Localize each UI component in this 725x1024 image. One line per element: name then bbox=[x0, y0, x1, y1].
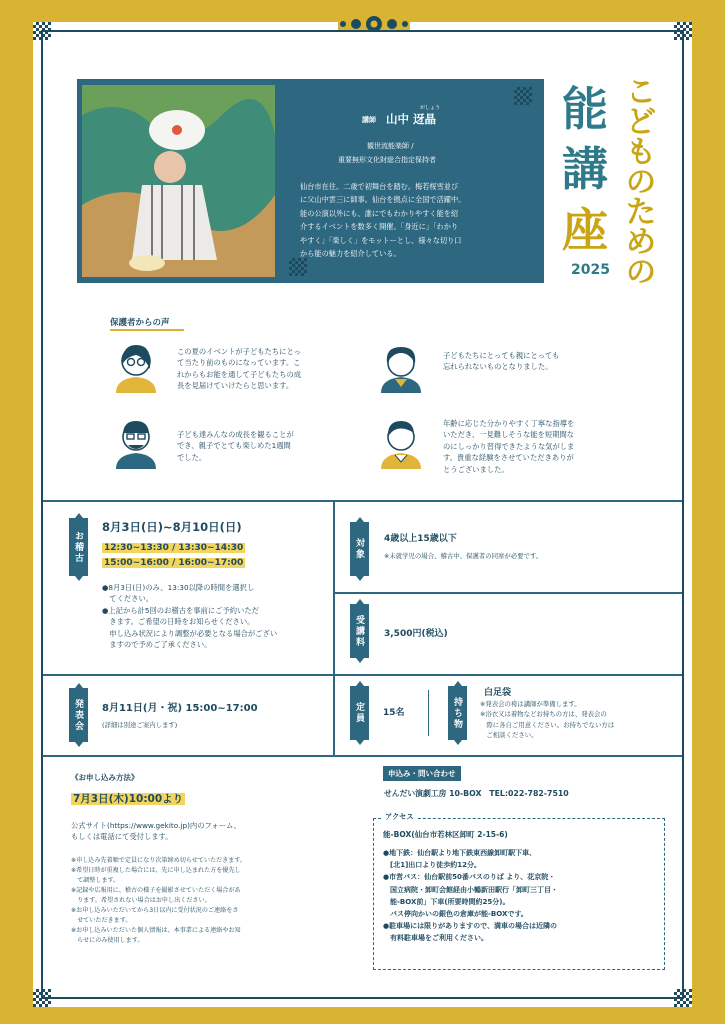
bring-item: 白足袋 bbox=[484, 688, 512, 698]
instructor-bio: 仙台市在住。二歳で初舞台を踏む。梅若桜雪並び に父山中雲三に師事。仙台を拠点に全国で活躍中。 能の公演以外にも、誰にでもわかりやすく能を紹 介するイベントを数多く開催。「身近に」「わかり やすく」「楽しく」をモットーとし、様々な切り口 から能の魅力を紹介している。 bbox=[300, 182, 466, 259]
target-note: ※未就学児の場合、稽古中、保護者の同席が必要です。 bbox=[384, 552, 543, 560]
bring-label: 持ち物 bbox=[448, 686, 467, 740]
capacity-label: 定員 bbox=[350, 686, 369, 740]
access-list: ●地下鉄：仙台駅より地下鉄東西線卸町駅下車、 [北1]出口より徒歩約12分。 ●市営バス：仙台駅前50番バスのりば より、花京院・ 国立病院・卸町会館経由小鶴新田駅行「卸町三丁目・ 能-BOX前」下車(所要時間約25分)。 バス停向かいの銀色の倉庫が能-BOXです。 ●駐車場には限りがありますので、満車の場合は近隣の 有料駐車場をご利用ください。 bbox=[383, 849, 558, 943]
instructor-name: 山中 迓晶 bbox=[386, 112, 437, 126]
crest-ornament bbox=[338, 14, 410, 34]
title-year: 2025 bbox=[571, 262, 610, 278]
corner-pattern-br bbox=[674, 989, 692, 1007]
instructor-photo bbox=[82, 85, 275, 277]
hero-pattern-bl bbox=[289, 258, 307, 276]
bring-notes: ※発表会の袴は講師が準備します。 ※浴衣又は着物などお持ちの方は、発表会の 際に各自ご用意ください。お持ちでない方は ご相談ください。 bbox=[480, 700, 615, 739]
divider-right-1 bbox=[333, 592, 682, 594]
target-label: 対象 bbox=[350, 522, 369, 576]
title-char-1: 能 bbox=[562, 82, 608, 136]
divider-left-mid bbox=[43, 674, 333, 676]
corner-pattern-tr bbox=[674, 22, 692, 40]
practice-slot-1: 12:30~13:30 / 13:30~14:30 bbox=[104, 543, 244, 553]
contact-org: せんだい演劇工房 10-BOX TEL:022-782-7510 bbox=[384, 789, 569, 798]
capacity-value: 15名 bbox=[383, 708, 405, 718]
parent-avatar-4 bbox=[375, 415, 427, 469]
access-place: 能-BOX(仙台市若林区卸町 2-15-6) bbox=[383, 830, 508, 839]
divider-right-2 bbox=[333, 674, 682, 676]
parent-avatar-2 bbox=[375, 339, 427, 393]
instructor-role: 講師 bbox=[362, 116, 376, 124]
target-age: 4歳以上15歳以下 bbox=[384, 534, 457, 544]
practice-slot-2: 15:00~16:00 / 16:00~17:00 bbox=[104, 558, 244, 568]
contact-label: 申込み・問い合わせ bbox=[383, 766, 461, 781]
title-char-2: 講 bbox=[562, 142, 608, 196]
voice-text-4: 年齢に応じた分かりやすく丁寧な指導を いただき、一見難しそうな能を短期間な のにしっかり習得できたような気がしま す。貴重な経験をさせていただきありが とうございました。 bbox=[443, 419, 575, 474]
corner-pattern-tl bbox=[33, 22, 51, 40]
hero-pattern-tr bbox=[514, 87, 532, 105]
parent-avatar-1 bbox=[110, 339, 162, 393]
practice-dates: 8月3日(日)~8月10日(日) bbox=[102, 520, 242, 534]
corner-pattern-bl bbox=[33, 989, 51, 1007]
practice-notes: ●8月3日(日)のみ、13:30以降の時間を選択し てください。 ●上記から計5回のお稽古を事前にご予約いただ きます。ご希望の日時をお知らせください。 申し込み状況により調整が必要となる場合がござい ますので予めご了承ください。 bbox=[102, 583, 278, 650]
voice-text-2: 子どもたちにとっても親にとっても 忘れられないものとなりました。 bbox=[443, 351, 560, 372]
access-heading: アクセス bbox=[382, 812, 417, 822]
recital-note: (詳細は別途ご案内します) bbox=[102, 721, 178, 729]
apply-body: 公式サイト(https://www.gekito.jp)内のフォーム、 もしくは電話にて受付します。 bbox=[71, 821, 241, 842]
voices-heading: 保護者からの声 bbox=[110, 318, 170, 328]
divider-bottom bbox=[43, 755, 682, 757]
fee-value: 3,500円(税込) bbox=[384, 629, 448, 639]
apply-notes: ※申し込み先着順で定員になり次第締め切らせていただきます。 ※希望日時が重複した場合には、先に申し込まれた方を優先し て調整します。 ※記録や広報用に、稽古の様子を撮影させていただく場合があ ります。希望されない場合はお申し出ください。 ※お申し込みいただいてから3日以内に受付状況のご連絡をさ せていただきます。 ※お申し込みいただいた個人情報は、本事業による連絡やお知 らせにのみ使用します。 bbox=[71, 857, 247, 944]
practice-label: お稽古 bbox=[69, 518, 88, 576]
recital-date: 8月11日(月・祝) 15:00~17:00 bbox=[102, 703, 258, 714]
recital-label: 発表会 bbox=[69, 688, 88, 742]
title-subline: こ ど も の た め の bbox=[626, 75, 656, 290]
voice-text-1: この夏のイベントが子どもたちにとっ て当たり前のものになっています。こ れからもお能を通して子どもたちの成 長を見届けていけたらと思います。 bbox=[177, 347, 302, 391]
voice-text-3: 子ども達みんなの成長を観ることが でき、親子でとても楽しめた1週間 でした。 bbox=[177, 430, 294, 462]
divider-top bbox=[43, 500, 682, 502]
instructor-affiliation-1: 観世流能楽師 / bbox=[367, 142, 414, 150]
apply-date: 7月3日(木)10:00より bbox=[73, 793, 184, 805]
capacity-divider bbox=[428, 690, 429, 736]
apply-heading: 《お申し込み方法》 bbox=[71, 773, 139, 782]
instructor-affiliation-2: 重要無形文化財総合指定保持者 bbox=[338, 156, 436, 164]
divider-center bbox=[333, 500, 335, 755]
title-char-3: 座 bbox=[562, 203, 608, 257]
voices-underline bbox=[110, 329, 184, 331]
parent-avatar-3 bbox=[110, 415, 162, 469]
fee-label: 受講料 bbox=[350, 604, 369, 658]
instructor-furigana: がしょう bbox=[420, 105, 441, 111]
